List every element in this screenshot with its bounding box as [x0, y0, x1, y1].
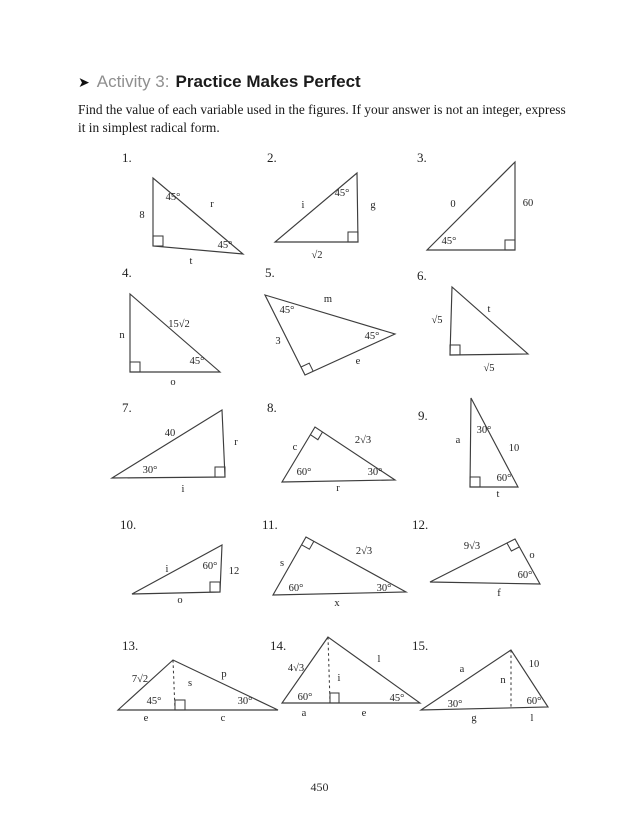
triangle-figure-14: [268, 630, 423, 728]
fig9-hypotenuse-label: 10: [508, 443, 520, 454]
arrow-icon: ➤: [78, 75, 90, 91]
fig9-left-side-label: a: [455, 435, 461, 446]
fig14-altitude-label: i: [337, 673, 341, 684]
fig7-right-side-label: r: [234, 437, 238, 448]
fig5-right-angle-label: 45°: [364, 331, 380, 342]
figure-number: 2.: [267, 150, 277, 165]
triangle-figure-2: [262, 150, 392, 270]
fig13-base-right-label: c: [220, 713, 226, 724]
triangle: [118, 660, 278, 710]
figure-number: 9.: [418, 408, 428, 423]
fig11-right-side-label: 2√3: [355, 546, 373, 557]
fig5-top-side-label: m: [323, 294, 333, 305]
fig7-base-label: i: [181, 484, 185, 495]
figure-9: [410, 395, 540, 507]
fig12-right-side-label: o: [529, 550, 535, 561]
triangle-figure-1: [115, 150, 260, 270]
fig15-base-left-label: g: [471, 713, 477, 724]
fig11-base-label: x: [334, 598, 340, 609]
fig3-base-angle-label: 45°: [441, 236, 457, 247]
fig15-right-angle-label: 60°: [526, 696, 542, 707]
right-angle-mark: [330, 693, 339, 703]
figure-3: [412, 150, 542, 268]
fig12-right-angle-label: 60°: [517, 570, 533, 581]
fig7-hypotenuse-label: 40: [164, 428, 176, 439]
triangle: [275, 173, 358, 242]
triangle-figure-15: [408, 633, 558, 728]
figure-number: 3.: [417, 150, 427, 165]
fig14-base-left-label: a: [301, 708, 307, 719]
fig12-base-label: f: [497, 588, 501, 599]
fig14-base-right-label: e: [361, 708, 367, 719]
figure-5: [260, 265, 405, 390]
figure-number: 14.: [270, 638, 287, 653]
fig5-top-angle-label: 45°: [279, 305, 295, 316]
right-angle-mark: [130, 362, 140, 372]
figure-number: 8.: [267, 400, 277, 415]
fig10-right-side-label: 12: [228, 566, 240, 577]
fig2-base-label: √2: [311, 250, 323, 261]
figure-number: 5.: [265, 265, 275, 280]
figure-10: [112, 515, 252, 615]
fig8-left-angle-label: 60°: [296, 467, 312, 478]
fig4-base-label: o: [170, 377, 176, 388]
page-title: Practice Makes Perfect: [175, 72, 361, 91]
fig15-left-angle-label: 30°: [447, 699, 463, 710]
instructions-text: Find the value of each variable used in the figures. If your answer is not an integer, express it in simplest radical form.: [78, 102, 566, 135]
figure-number: 11.: [262, 517, 278, 532]
figure-6: [415, 265, 540, 390]
fig14-left-angle-label: 60°: [297, 692, 313, 703]
fig15-left-side-label: a: [459, 664, 465, 675]
fig14-right-angle-label: 45°: [389, 693, 405, 704]
triangle-figure-8: [262, 398, 402, 503]
right-angle-mark: [310, 432, 322, 440]
triangle: [112, 410, 225, 478]
fig2-hypotenuse-label: i: [301, 200, 305, 211]
fig1-base-angle-label: 45°: [217, 240, 233, 251]
fig1-left-side-label: 8: [139, 210, 145, 221]
figure-11: [258, 515, 413, 615]
fig13-left-side-label: 7√2: [131, 674, 149, 685]
fig13-base-left-label: e: [143, 713, 149, 724]
triangle: [427, 162, 515, 250]
triangle-figure-4: [115, 265, 245, 390]
fig11-left-side-label: s: [279, 558, 285, 569]
fig8-right-angle-label: 30°: [367, 467, 383, 478]
fig15-base-right-label: l: [530, 713, 534, 724]
fig6-base-label: √5: [483, 363, 495, 374]
figure-4: [115, 265, 245, 390]
figure-2: [262, 150, 392, 270]
fig2-apex-angle-label: 45°: [334, 188, 350, 199]
triangle-figure-12: [408, 515, 553, 615]
triangle-figure-9: [410, 395, 540, 507]
fig1-apex-angle-label: 45°: [165, 192, 181, 203]
figure-number: 7.: [122, 400, 132, 415]
fig10-hypotenuse-label: i: [165, 564, 169, 575]
figure-number: 12.: [412, 517, 429, 532]
right-angle-mark: [505, 240, 515, 250]
fig7-base-angle-label: 30°: [142, 465, 158, 476]
figure-13: [112, 633, 287, 728]
triangle: [130, 294, 220, 372]
right-angle-mark: [153, 236, 163, 246]
fig13-right-angle-label: 30°: [237, 696, 253, 707]
fig9-apex-angle-label: 30°: [476, 425, 492, 436]
right-angle-mark: [348, 232, 358, 242]
fig10-base-label: o: [177, 595, 183, 606]
page-header: [78, 72, 361, 92]
fig14-right-side-label: l: [377, 654, 381, 665]
right-angle-mark: [215, 467, 225, 477]
fig13-right-side-label: p: [221, 669, 227, 680]
triangle-figure-7: [110, 398, 260, 503]
fig8-right-side-label: 2√3: [354, 435, 372, 446]
fig4-left-side-label: n: [119, 330, 125, 341]
fig10-apex-angle-label: 60°: [202, 561, 218, 572]
figure-number: 4.: [122, 265, 132, 280]
fig13-altitude-label: s: [187, 678, 193, 689]
figure-number: 1.: [122, 150, 132, 165]
figure-7: [110, 398, 260, 503]
fig2-right-side-label: g: [370, 200, 376, 211]
right-angle-mark: [210, 582, 220, 592]
triangle-figure-11: [258, 515, 413, 615]
fig4-base-angle-label: 45°: [189, 356, 205, 367]
triangle-figure-10: [112, 515, 252, 615]
fig12-top-side-label: 9√3: [463, 541, 481, 552]
figure-1: [115, 150, 260, 270]
fig1-base-label: t: [189, 256, 193, 267]
activity-label: Activity 3:: [96, 72, 170, 91]
fig9-base-label: t: [496, 489, 500, 500]
fig15-altitude-label: n: [500, 675, 506, 686]
fig11-right-angle-label: 30°: [376, 583, 392, 594]
figure-12: [408, 515, 553, 615]
figure-number: 15.: [412, 638, 429, 653]
fig6-hypotenuse-label: t: [487, 304, 491, 315]
figure-number: 6.: [417, 268, 427, 283]
fig8-left-side-label: c: [292, 442, 298, 453]
figure-number: 10.: [120, 517, 137, 532]
figure-15: [408, 633, 558, 728]
fig5-bottom-side-label: e: [355, 356, 361, 367]
fig3-hypotenuse-label: 0: [450, 199, 456, 210]
triangle: [450, 287, 528, 355]
figure-number: 13.: [122, 638, 139, 653]
triangle-figure-13: [112, 633, 287, 728]
right-angle-mark: [450, 345, 460, 355]
fig8-base-label: r: [336, 483, 340, 494]
triangle-figure-6: [415, 265, 540, 390]
right-angle-mark: [470, 477, 480, 487]
figure-8: [262, 398, 402, 503]
fig15-right-side-label: 10: [528, 659, 540, 670]
fig13-left-angle-label: 45°: [146, 696, 162, 707]
fig6-left-side-label: √5: [431, 315, 443, 326]
triangle-figure-3: [412, 150, 542, 268]
fig5-left-side-label: 3: [275, 336, 281, 347]
fig1-hypotenuse-label: r: [210, 199, 214, 210]
triangle-figure-5: [260, 265, 405, 390]
fig9-base-angle-label: 60°: [496, 473, 512, 484]
right-angle-mark: [175, 700, 185, 710]
fig14-left-side-label: 4√3: [287, 663, 305, 674]
figure-14: [268, 630, 423, 728]
fig3-right-side-label: 60: [522, 198, 534, 209]
fig4-hypotenuse-label: 15√2: [168, 319, 190, 330]
fig11-left-angle-label: 60°: [288, 583, 304, 594]
page-number: 450: [310, 780, 329, 794]
